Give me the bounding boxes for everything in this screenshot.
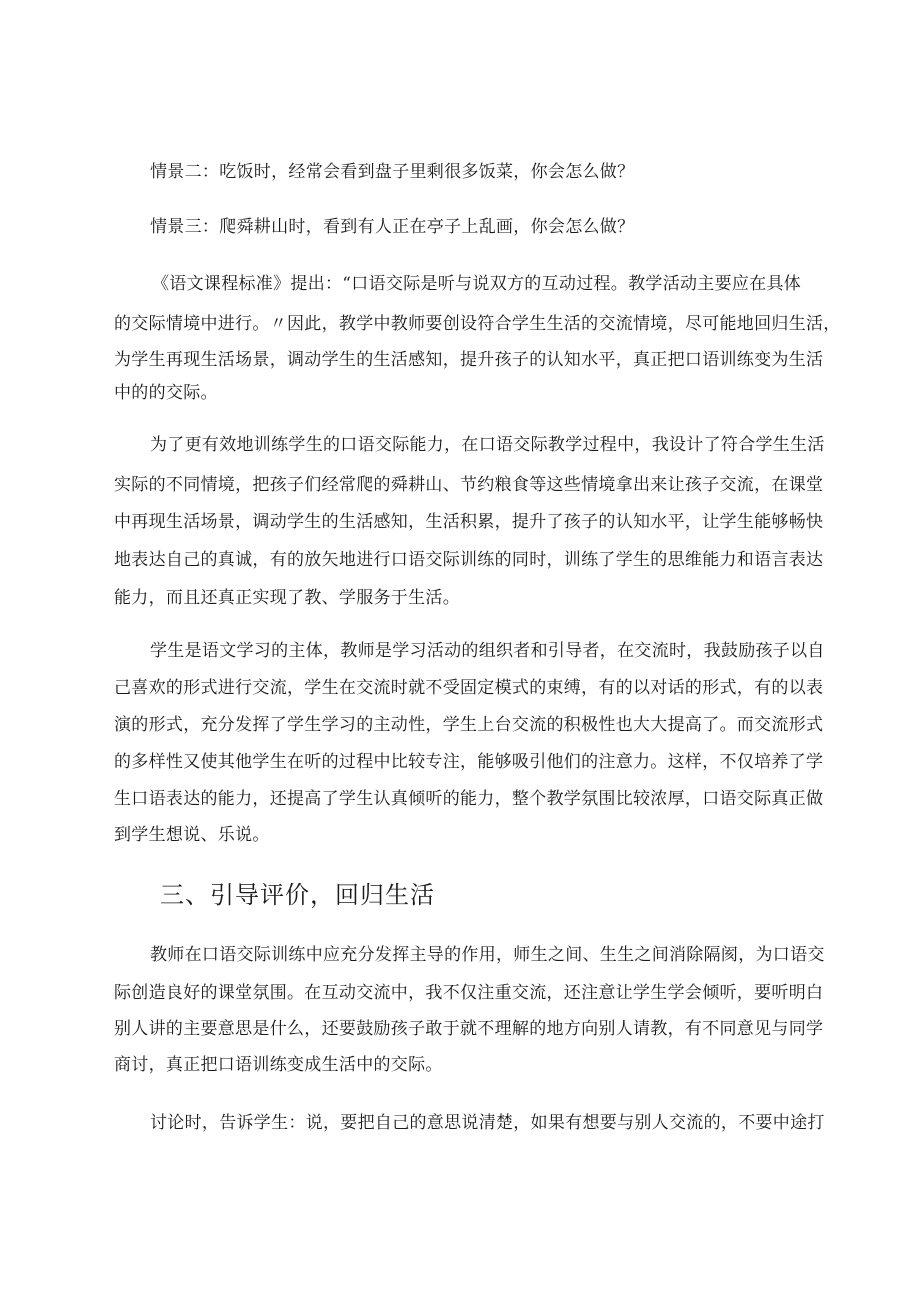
scenario-two: 情景二：吃饭时，经常会看到盘子里剩很多饭菜，你会怎么做？ (150, 162, 635, 182)
paragraph-line: 为了更有效地训练学生的口语交际能力，在口语交际教学过程中，我设计了符合学生生活 (150, 435, 825, 455)
paragraph-line: 讨论时，告诉学生：说，要把自己的意思说清楚，如果有想要与别人交流的，不要中途打 (150, 1113, 825, 1133)
paragraph-line: 教师在口语交际训练中应充分发挥主导的作用，师生之间、生生之间消除隔阂，为口语交 (150, 945, 825, 965)
paragraph-line: 的交际情境中进行。〃因此，教学中教师要创设符合学生生活的交流情境，尽可能地回归生活， (114, 314, 841, 334)
paragraph-line: 《语文课程标准》提出：“口语交际是听与说双方的互动过程。教学活动主要应在具体 (152, 274, 802, 294)
paragraph-line: 际创造良好的课堂氛围。在互动交流中，我不仅注重交流，还注意让学生学会倾听，要听明白 (114, 983, 824, 1003)
paragraph-line: 商讨，真正把口语训练变成生活中的交际。 (114, 1055, 443, 1075)
paragraph-line: 到学生想说、乐说。 (114, 825, 270, 845)
paragraph-line: 演的形式，充分发挥了学生学习的主动性，学生上台交流的积极性也大大提高了。而交流形式 (114, 715, 824, 735)
paragraph-line: 己喜欢的形式进行交流，学生在交流时就不受固定模式的束缚，有的以对话的形式，有的以表 (114, 678, 824, 698)
paragraph-line: 能力，而且还真正实现了教、学服务于生活。 (114, 588, 460, 608)
paragraph-line: 中再现生活场景，调动学生的生活感知，生活积累，提升了孩子的认知水平，让学生能够畅快 (114, 512, 824, 532)
paragraph-line: 学生是语文学习的主体，教师是学习活动的组织者和引导者，在交流时，我鼓励孩子以自 (150, 641, 825, 661)
paragraph-line: 生口语表达的能力，还提高了学生认真倾听的能力，整个教学氛围比较浓厚，口语交际真正做 (114, 789, 824, 809)
paragraph-line: 中的的交际。 (114, 383, 218, 403)
paragraph-line: 为学生再现生活场景，调动学生的生活感知，提升孩子的认知水平，真正把口语训练变为生活 (114, 350, 824, 370)
paragraph-line: 的多样性又使其他学生在听的过程中比较专注，能够吸引他们的注意力。这样，不仅培养了学 (114, 752, 824, 772)
paragraph-line: 地表达自己的真诚，有的放矢地进行口语交际训练的同时，训练了学生的思维能力和语言表达 (114, 550, 824, 570)
paragraph-line: 实际的不同情境，把孩子们经常爬的舜耕山、节约粮食等这些情境拿出来让孩子交流，在课堂 (114, 475, 824, 495)
scenario-three: 情景三：爬舜耕山时，看到有人正在亭子上乱画，你会怎么做？ (150, 217, 635, 237)
section-heading: 三、引导评价，回归生活 (160, 881, 435, 909)
paragraph-line: 别人讲的主要意思是什么，还要鼓励孩子敢于就不理解的地方向别人请教，有不同意见与同学 (114, 1019, 824, 1039)
